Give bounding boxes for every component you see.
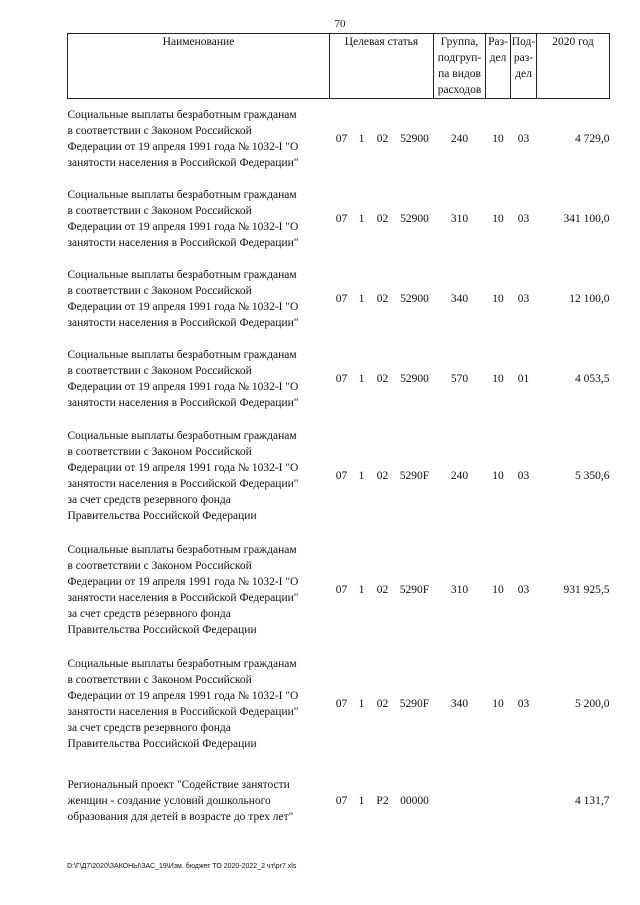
target-part-3: 02 (376, 132, 389, 145)
table-row (68, 259, 610, 339)
row-name-line: Социальные выплаты безработным гражданам (67, 108, 297, 121)
table-row (68, 99, 610, 179)
row-name-line: в соответствии с Законом Российской (67, 364, 252, 377)
row-name-line: занятости населения в Российской Федерации" (67, 316, 299, 329)
table-row (68, 419, 610, 533)
row-name-line: образования для детей в возрасте до трех лет" (67, 810, 294, 823)
row-name-line: занятости населения в Российской Федерации" (67, 396, 299, 409)
target-part-2: 1 (358, 292, 365, 305)
header-year: 2020 год (537, 34, 610, 99)
target-part-2: 1 (358, 469, 365, 482)
row-name-line: Федерации от 19 апреля 1991 года № 1032-I "О (67, 461, 299, 474)
row-name-line: Социальные выплаты безработным гражданам (67, 348, 297, 361)
row-subsection: 03 (517, 469, 530, 482)
target-part-3: 02 (376, 212, 389, 225)
row-amount: 4 729,0 (575, 132, 610, 145)
header-group-line: расходов (437, 84, 482, 96)
row-name-line: в соответствии с Законом Российской (67, 673, 252, 686)
row-section: 10 (492, 469, 504, 482)
row-name (68, 761, 330, 841)
target-part-2: 1 (358, 372, 365, 385)
row-name-line: Социальные выплаты безработным гражданам (67, 429, 297, 442)
target-part-1: 07 (335, 292, 348, 305)
row-name-line: женщин - создание условий дошкольного (67, 794, 271, 807)
row-name (68, 259, 330, 339)
row-group: 340 (450, 697, 469, 710)
row-section: 10 (492, 132, 504, 145)
row-section: 10 (492, 697, 504, 710)
target-part-2: 1 (358, 697, 365, 710)
row-amount: 4 053,5 (575, 372, 610, 385)
target-part-3: P2 (376, 794, 389, 807)
row-group: 310 (450, 212, 469, 225)
row-group: 310 (450, 583, 469, 596)
row-name-line: Федерации от 19 апреля 1991 года № 1032-I "О (67, 220, 299, 233)
target-part-3: 02 (376, 372, 389, 385)
row-section (486, 761, 511, 841)
row-name-line: за счет средств резервного фонда (67, 721, 231, 734)
row-section: 10 (492, 292, 504, 305)
target-part-3: 02 (376, 469, 389, 482)
row-name (68, 179, 330, 259)
row-name-line: Региональный проект "Содействие занятости (67, 778, 290, 791)
row-subsection: 01 (517, 372, 530, 385)
header-section-line: дел (489, 52, 507, 64)
row-amount: 4 131,7 (575, 794, 610, 807)
row-group (434, 761, 486, 841)
target-part-4: 52900 (400, 212, 429, 225)
row-name-line: занятости населения в Российской Федерации" (67, 236, 299, 249)
row-name (68, 419, 330, 533)
header-group-line: подгруп- (437, 52, 482, 64)
target-part-2: 1 (358, 583, 365, 596)
row-name-line: занятости населения в Российской Федерации" (67, 705, 299, 718)
target-part-4: 52900 (400, 292, 429, 305)
header-group-line: па видов (438, 68, 481, 80)
table-row (68, 339, 610, 419)
target-part-1: 07 (335, 697, 348, 710)
row-name-line: Социальные выплаты безработным гражданам (67, 543, 297, 556)
row-name (68, 339, 330, 419)
row-subsection: 03 (517, 583, 530, 596)
row-name-line: Правительства Российской Федерации (67, 737, 257, 750)
target-part-3: 02 (376, 583, 389, 596)
row-group: 240 (450, 469, 469, 482)
row-name-line: Социальные выплаты безработным гражданам (67, 188, 297, 201)
row-name-line: Социальные выплаты безработным гражданам (67, 657, 297, 670)
row-name-line: Федерации от 19 апреля 1991 года № 1032-I "О (67, 140, 299, 153)
row-name-line: занятости населения в Российской Федерации" (67, 156, 299, 169)
row-name-line: в соответствии с Законом Российской (67, 445, 252, 458)
header-name: Наименование (68, 34, 330, 99)
target-part-4: 52900 (400, 372, 429, 385)
row-subsection: 03 (517, 132, 530, 145)
target-part-2: 1 (358, 132, 365, 145)
row-name-line: в соответствии с Законом Российской (67, 204, 252, 217)
row-section: 10 (492, 212, 504, 225)
target-part-4: 52900 (400, 132, 429, 145)
row-group: 340 (450, 292, 469, 305)
row-name-line: в соответствии с Законом Российской (67, 559, 252, 572)
header-subsection-line: дел (515, 68, 532, 80)
table-row (68, 179, 610, 259)
page-number: 70 (334, 18, 346, 30)
target-part-1: 07 (335, 469, 348, 482)
row-name-line: занятости населения в Российской Федерации" (67, 591, 299, 604)
target-part-1: 07 (335, 132, 348, 145)
row-name (68, 647, 330, 761)
header-section-line: Раз- (488, 36, 508, 48)
header-subsection (511, 34, 537, 99)
row-name-line: Социальные выплаты безработным гражданам (67, 268, 297, 281)
row-section: 10 (492, 583, 504, 596)
row-name-line: занятости населения в Российской Федерации" (67, 477, 299, 490)
row-amount: 5 350,6 (575, 469, 610, 482)
row-name-line: в соответствии с Законом Российской (67, 124, 252, 137)
row-subsection: 03 (517, 212, 530, 225)
footer-file-path: D:\Г\Д7\2020\ЗАКОНЫ\ЗАС_19\Изм. бюджет ТО 2020-2022_2 чт\рr7.xls (67, 863, 297, 870)
header-target: Целевая статья (330, 34, 434, 99)
row-name-line: за счет средств резервного фонда (67, 493, 231, 506)
target-part-3: 02 (376, 292, 389, 305)
row-subsection: 03 (517, 292, 530, 305)
row-section: 10 (492, 372, 504, 385)
target-part-4: 00000 (400, 794, 429, 807)
header-subsection-line: Под- (511, 36, 536, 48)
target-part-2: 1 (358, 212, 365, 225)
row-group: 240 (450, 132, 469, 145)
header-group-line: Группа, (440, 36, 479, 48)
target-part-4: 5290F (399, 583, 430, 596)
row-name-line: Федерации от 19 апреля 1991 года № 1032-I "О (67, 380, 299, 393)
row-name (68, 533, 330, 647)
row-name-line: Федерации от 19 апреля 1991 года № 1032-I "О (67, 689, 299, 702)
table-row (68, 533, 610, 647)
header-subsection-line: раз- (513, 52, 534, 64)
row-amount: 12 100,0 (569, 292, 610, 305)
row-name (68, 99, 330, 179)
row-amount: 341 100,0 (563, 212, 610, 225)
row-amount: 5 200,0 (575, 697, 610, 710)
target-part-1: 07 (335, 372, 348, 385)
budget-table (67, 33, 610, 841)
row-amount: 931 925,5 (563, 583, 610, 596)
row-subsection: 03 (517, 697, 530, 710)
row-subsection (511, 761, 537, 841)
target-part-4: 5290F (399, 469, 430, 482)
target-part-2: 1 (358, 794, 365, 807)
header-section (486, 34, 511, 99)
table-row (68, 647, 610, 761)
target-part-1: 07 (335, 794, 348, 807)
row-name-line: Правительства Российской Федерации (67, 509, 257, 522)
table-row (68, 761, 610, 841)
target-part-1: 07 (335, 583, 348, 596)
row-group: 570 (450, 372, 469, 385)
row-name-line: Федерации от 19 апреля 1991 года № 1032-I "О (67, 300, 299, 313)
target-part-1: 07 (335, 212, 348, 225)
row-name-line: в соответствии с Законом Российской (67, 284, 252, 297)
header-group (434, 34, 486, 99)
row-name-line: Федерации от 19 апреля 1991 года № 1032-I "О (67, 575, 299, 588)
target-part-4: 5290F (399, 697, 430, 710)
row-name-line: Правительства Российской Федерации (67, 623, 257, 636)
row-name-line: за счет средств резервного фонда (67, 607, 231, 620)
target-part-3: 02 (376, 697, 389, 710)
